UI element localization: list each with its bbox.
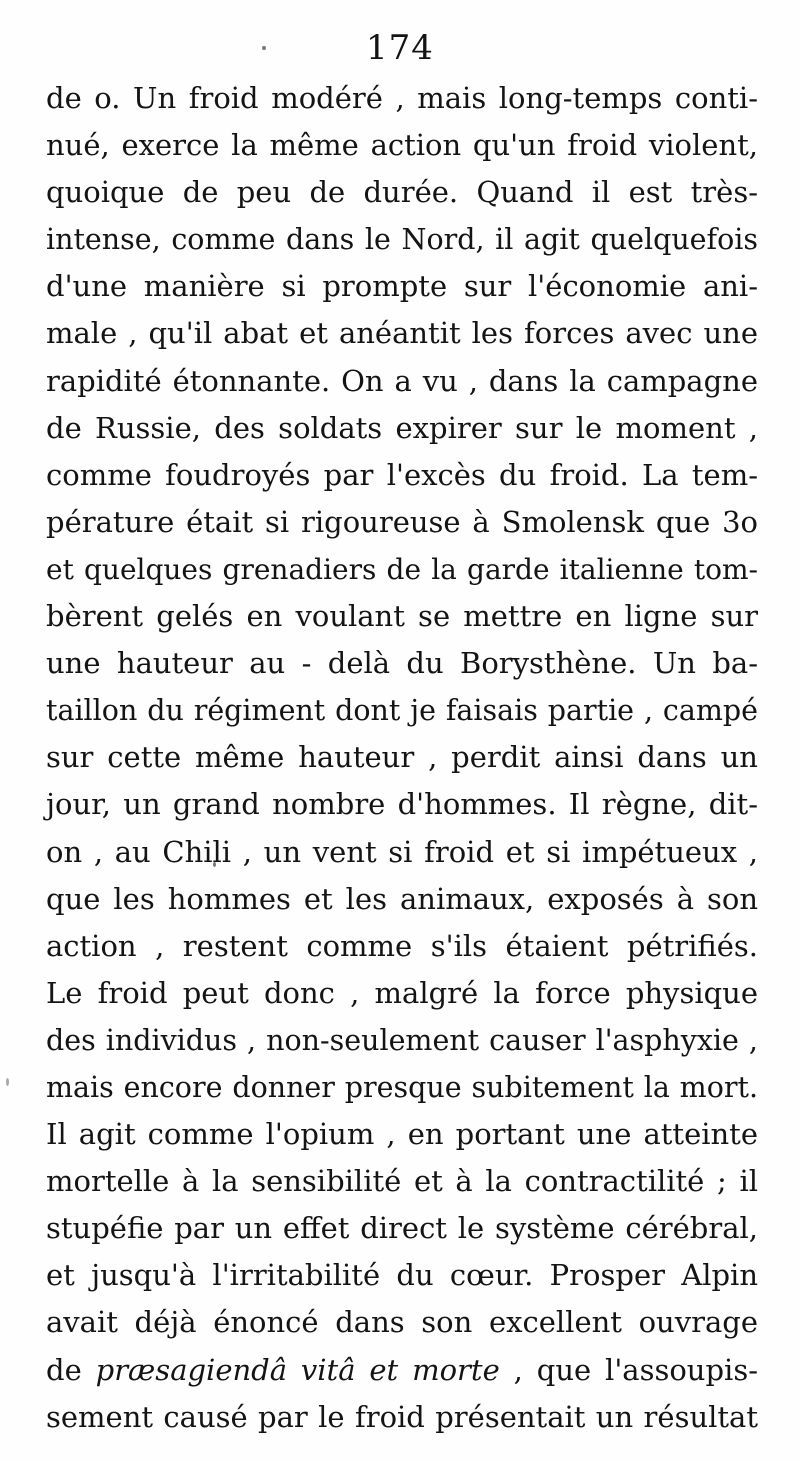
text-line: d'une manière si prompte sur l'économie ani- — [46, 269, 758, 304]
body-text — [46, 75, 758, 1441]
text-line: de Russie, des soldats expirer sur le moment , — [46, 410, 758, 445]
text-fragment: , que l'assoupis- — [499, 1352, 758, 1387]
text-line: rapidité étonnante. On a vu , dans la campagne — [46, 363, 758, 398]
text-line: comme foudroyés par l'excès du froid. La tem- — [46, 457, 758, 492]
page-number: 174 — [366, 28, 434, 68]
text-line: et quelques grenadiers de la garde italienne tom- — [46, 552, 758, 586]
text-line: avait déjà énoncé dans son excellent ouvrage — [46, 1305, 758, 1340]
text-line: bèrent gelés en voulant se mettre en ligne sur — [46, 599, 758, 634]
text-line: nué, exerce la même action qu'un froid violent, — [46, 128, 758, 163]
text-line: pérature était si rigoureuse à Smolensk que 3o — [46, 504, 758, 539]
text-line: sur cette même hauteur , perdit ainsi dans un — [46, 740, 758, 775]
text-line: jour, un grand nombre d'hommes. Il règne, dit- — [46, 787, 758, 822]
text-line: mais encore donner presque subitement la mort. — [46, 1070, 758, 1104]
text-line: que les hommes et les animaux, exposés à son — [46, 881, 758, 916]
text-line: quoique de peu de durée. Quand il est très- — [46, 175, 758, 210]
ink-speck — [6, 1078, 9, 1086]
text-line-with-title — [46, 1347, 758, 1394]
text-fragment: de — [46, 1352, 96, 1387]
text-line: stupéfie par un effet direct le système cérébral, — [46, 1211, 758, 1246]
text-line: intense, comme dans le Nord, il agit quelquefois — [46, 223, 758, 257]
text-line: taillon du régiment dont je faisais partie , campé — [46, 694, 758, 728]
text-line: des individus , non-seulement causer l'asphyxie , — [46, 1023, 758, 1057]
text-line: et jusqu'à l'irritabilité du cœur. Prosper Alpin — [46, 1258, 758, 1293]
text-line: de o. Un froid modéré , mais long-temps conti- — [46, 81, 758, 115]
text-line: Le froid peut donc , malgré la force physique — [46, 975, 758, 1010]
text-line: on , au Chili , un vent si froid et si impétueux , — [46, 834, 758, 869]
book-title: præsagiendâ vitâ et morte — [95, 1352, 500, 1387]
text-line: mortelle à la sensibilité et à la contractilité ; il — [46, 1164, 758, 1199]
text-line: Il agit comme l'opium , en portant une atteinte — [46, 1117, 758, 1152]
ink-speck — [262, 46, 266, 50]
text-line: action , restent comme s'ils étaient pétrifiés. — [46, 928, 758, 963]
text-line: male , qu'il abat et anéantit les forces avec une — [46, 316, 758, 351]
text-line: une hauteur au - delà du Borysthène. Un ba- — [46, 646, 758, 681]
text-line: sement causé par le froid présentait un résultat — [46, 1399, 758, 1434]
